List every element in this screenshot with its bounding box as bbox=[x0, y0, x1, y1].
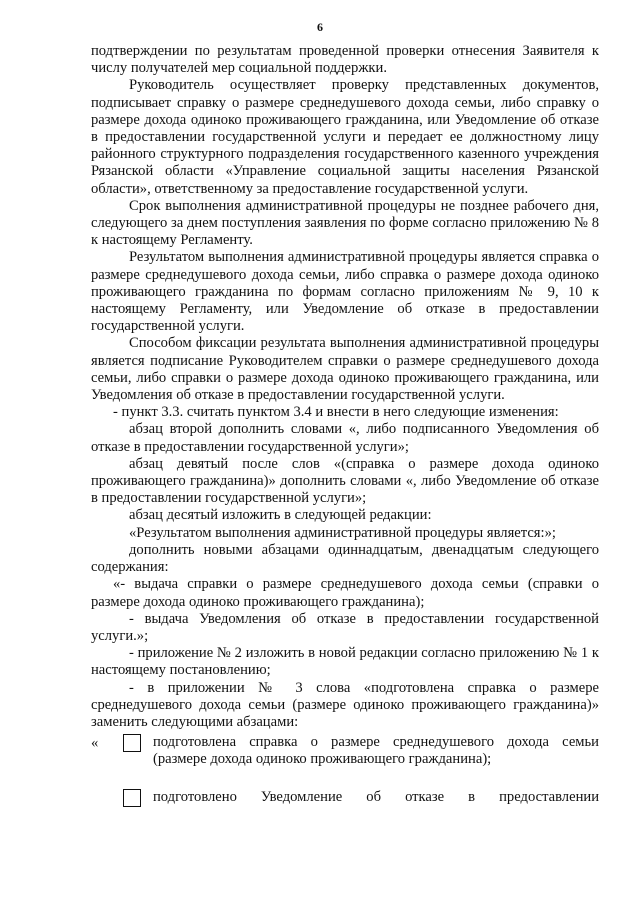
paragraph: Способом фиксации результата выполнения административной процедуры является подписание Руководителем справки о размере среднедушевого дохода семьи, либо справки о размере дохода одиноко проживающего гражданина, или Уведомления об отказе в предоставлении государственной услуги. bbox=[91, 335, 599, 404]
paragraph: дополнить новыми абзацами одиннадцатым, двенадцатым следующего содержания: bbox=[91, 541, 599, 576]
checkbox-item-text: подготовлено Уведомление об отказе в предоставлении bbox=[153, 788, 599, 805]
document-body bbox=[91, 43, 599, 806]
paragraph: «- выдача справки о размере среднедушевого дохода семьи (справки о размере дохода одиноко проживающего гражданина); bbox=[91, 576, 599, 610]
checkbox-icon bbox=[123, 734, 141, 752]
checkbox-item-text: подготовлена справка о размере среднедушевого дохода семьи (размере дохода одиноко проживающего гражданина); bbox=[153, 734, 599, 768]
paragraph: - выдача Уведомления об отказе в предоставлении государственной услуги.»; bbox=[91, 610, 599, 644]
paragraph: Результатом выполнения административной процедуры является справка о размере среднедушевого дохода семьи, либо справка о размере дохода одиноко проживающего гражданина по формам согласно приложениям № 9, 10 к настоящему Регламенту, или Уведомление об отказе в предоставлении государственной услуги. bbox=[91, 249, 599, 335]
checkbox-icon bbox=[123, 789, 141, 807]
paragraph: Руководитель осуществляет проверку представленных документов, подписывает справку о размере среднедушевого дохода семьи, либо справку о размере дохода одиноко проживающего гражданина, или Уведомление об отказе в предоставлении государственной услуги и передает ее должностному лицу районного структурного подразделения государственного казенного учреждения Рязанской области «Управление социальной защиты населения Рязанской области», ответственному за предоставление государственной услуги. bbox=[91, 77, 599, 197]
paragraph: абзац девятый после слов «(справка о размере дохода одиноко проживающего гражданина)» дополнить словами «, либо Уведомление об отказе в предоставлении государственной услуги»; bbox=[91, 455, 599, 507]
paragraph: - приложение № 2 изложить в новой редакции согласно приложению № 1 к настоящему постановлению; bbox=[91, 645, 599, 679]
page-number: 6 bbox=[317, 20, 323, 34]
paragraph: абзац десятый изложить в следующей редакции: bbox=[129, 507, 432, 524]
paragraph: абзац второй дополнить словами «, либо подписанного Уведомления об отказе в предоставлении государственной услуги»; bbox=[91, 421, 599, 455]
opening-quote: « bbox=[91, 735, 99, 752]
paragraph: «Результатом выполнения административной процедуры является:»; bbox=[129, 524, 556, 541]
checkbox-item bbox=[91, 789, 599, 806]
paragraph: - пункт 3.3. считать пунктом 3.4 и внести в него следующие изменения: bbox=[113, 404, 559, 421]
paragraph: - в приложении № 3 слова «подготовлена справка о размере среднедушевого дохода семьи (размере одиноко проживающего гражданина)» заменить следующими абзацами: bbox=[91, 679, 599, 730]
paragraph: Срок выполнения административной процедуры не позднее рабочего дня, следующего за днем поступления заявления по форме согласно приложению № 8 к настоящему Регламенту. bbox=[91, 197, 599, 249]
checkbox-item bbox=[91, 734, 599, 768]
paragraph: подтверждении по результатам проведенной проверки отнесения Заявителя к числу получателей мер социальной поддержки. bbox=[91, 43, 599, 77]
